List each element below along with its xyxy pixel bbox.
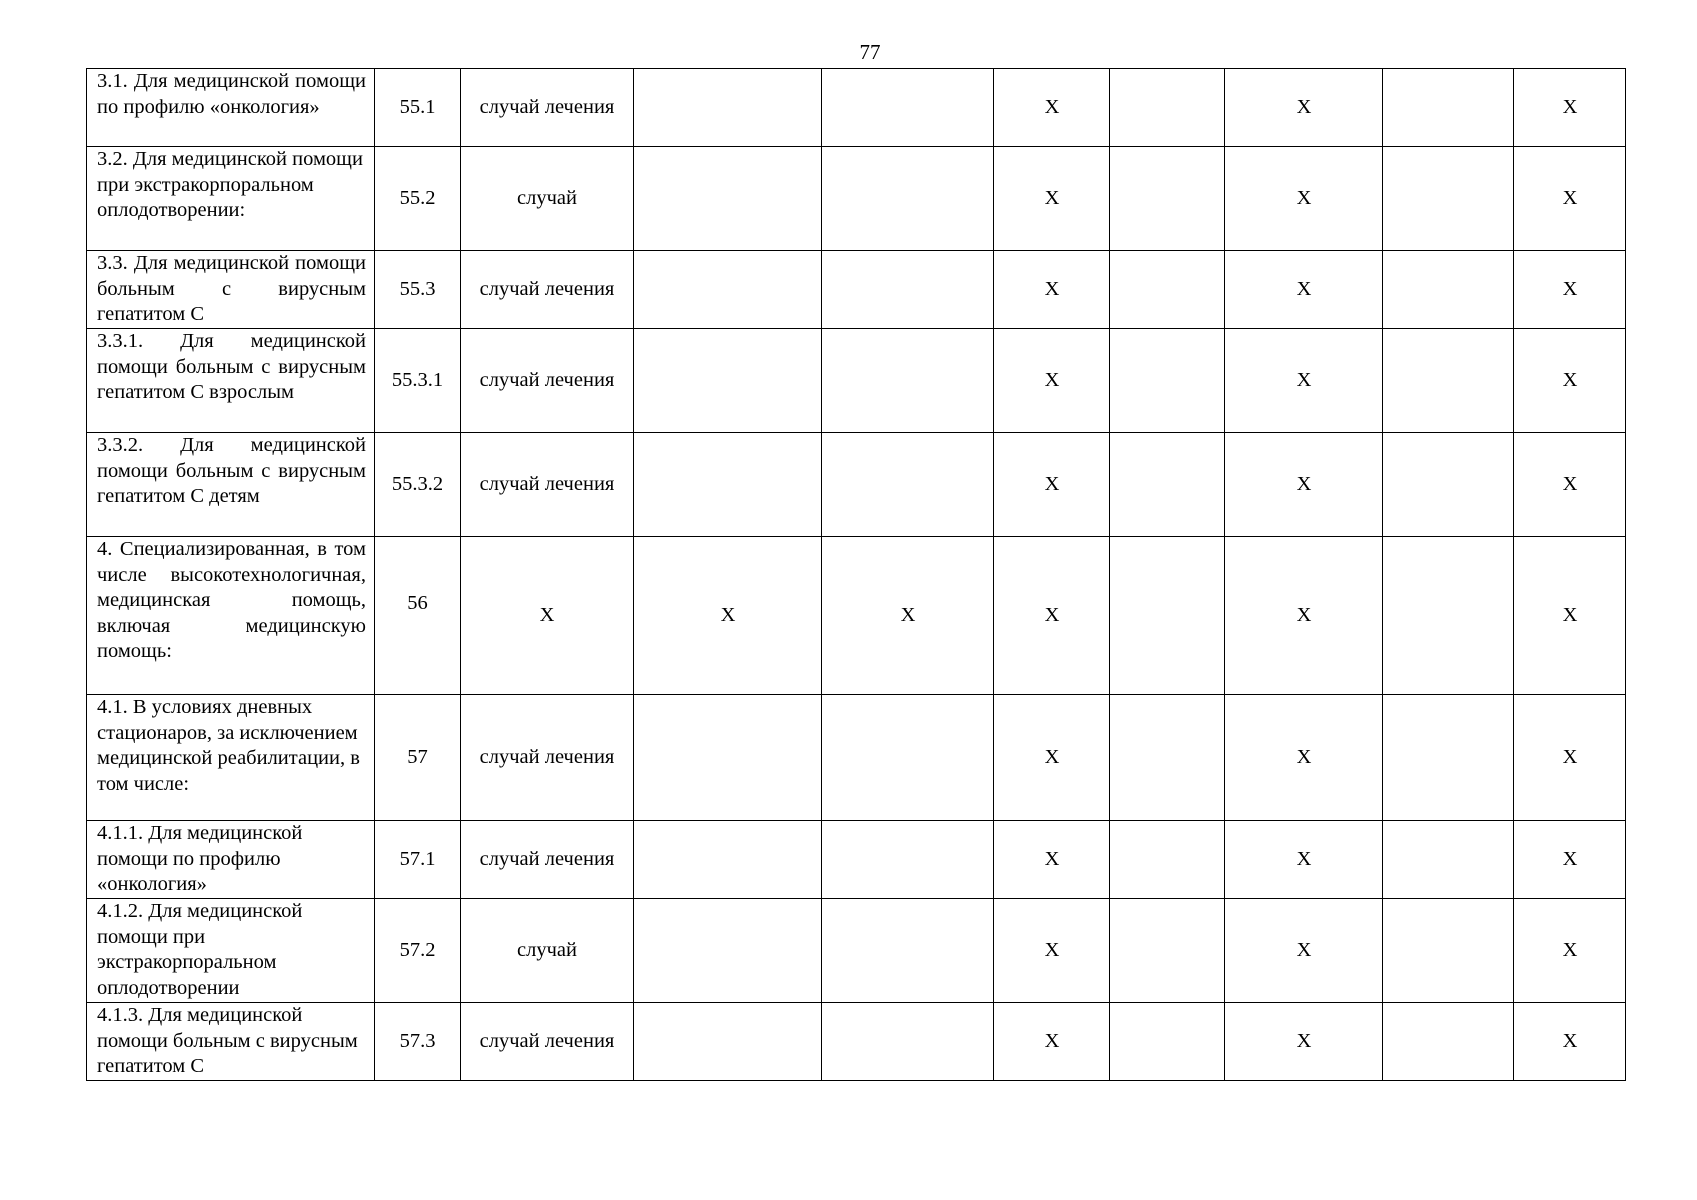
row-code: 55.3.1 [375,329,461,433]
row-cell-10: Х [1514,329,1626,433]
row-cell-9 [1383,251,1514,329]
row-cell-5 [822,1003,994,1081]
row-cell-5 [822,821,994,899]
row-cell-5 [822,251,994,329]
row-cell-9 [1383,329,1514,433]
row-name: 3.2. Для медицинской помощи при экстракорпоральном оплодотворении: [87,147,375,251]
row-code: 55.2 [375,147,461,251]
row-cell-6: Х [994,251,1110,329]
table-row [87,537,1626,695]
row-cell-5 [822,147,994,251]
row-cell-7 [1110,537,1225,695]
row-cell-4 [634,147,822,251]
row-cell-5 [822,695,994,821]
row-cell-4 [634,433,822,537]
row-cell-9 [1383,1003,1514,1081]
row-cell-7 [1110,433,1225,537]
row-name: 3.3.1. Для медицинской помощи больным с вирусным гепатитом С взрослым [87,329,375,433]
row-unit: случай лечения [461,1003,634,1081]
row-unit: случай [461,147,634,251]
row-cell-8: Х [1225,251,1383,329]
row-cell-8: Х [1225,433,1383,537]
row-cell-5 [822,433,994,537]
table-row [87,329,1626,433]
row-cell-5 [822,329,994,433]
row-cell-7 [1110,695,1225,821]
table-row [87,251,1626,329]
row-code: 57 [375,695,461,821]
row-unit: случай [461,899,634,1003]
row-cell-6: Х [994,695,1110,821]
row-unit: случай лечения [461,433,634,537]
row-code: 56 [375,537,461,695]
row-cell-10: Х [1514,899,1626,1003]
row-cell-5 [822,899,994,1003]
row-name: 4.1. В условиях дневных стационаров, за исключением медицинской реабилитации, в том числе: [87,695,375,821]
row-cell-7 [1110,251,1225,329]
row-cell-9 [1383,147,1514,251]
row-cell-8: Х [1225,69,1383,147]
row-cell-7 [1110,1003,1225,1081]
row-name: 4.1.1. Для медицинской помощи по профилю «онкология» [87,821,375,899]
row-name: 4.1.3. Для медицинской помощи больным с вирусным гепатитом С [87,1003,375,1081]
row-cell-5: Х [822,537,994,695]
row-name: 3.3.2. Для медицинской помощи больным с вирусным гепатитом С детям [87,433,375,537]
row-unit: случай лечения [461,329,634,433]
row-cell-6: Х [994,899,1110,1003]
row-cell-7 [1110,147,1225,251]
row-unit: случай лечения [461,821,634,899]
table-row [87,1003,1626,1081]
row-cell-10: Х [1514,537,1626,695]
row-cell-6: Х [994,69,1110,147]
row-cell-6: Х [994,1003,1110,1081]
row-cell-8: Х [1225,1003,1383,1081]
row-cell-6: Х [994,537,1110,695]
row-cell-9 [1383,695,1514,821]
row-cell-4: Х [634,537,822,695]
table-row [87,147,1626,251]
row-cell-10: Х [1514,251,1626,329]
row-cell-8: Х [1225,537,1383,695]
row-cell-10: Х [1514,69,1626,147]
row-unit: случай лечения [461,251,634,329]
row-cell-5 [822,69,994,147]
row-cell-7 [1110,69,1225,147]
row-cell-4 [634,1003,822,1081]
row-code: 57.1 [375,821,461,899]
row-cell-9 [1383,821,1514,899]
row-cell-8: Х [1225,329,1383,433]
row-unit: Х [461,537,634,695]
row-cell-8: Х [1225,821,1383,899]
table-row [87,821,1626,899]
row-cell-7 [1110,821,1225,899]
row-cell-4 [634,69,822,147]
row-cell-9 [1383,899,1514,1003]
row-cell-6: Х [994,329,1110,433]
row-code: 55.1 [375,69,461,147]
row-cell-10: Х [1514,695,1626,821]
row-code: 57.3 [375,1003,461,1081]
row-name: 3.1. Для медицинской помощи по профилю «онкология» [87,69,375,147]
row-name: 3.3. Для медицинской помощи больным с вирусным гепатитом С [87,251,375,329]
row-cell-10: Х [1514,147,1626,251]
row-cell-10: Х [1514,433,1626,537]
row-cell-7 [1110,329,1225,433]
row-cell-6: Х [994,821,1110,899]
row-cell-10: Х [1514,821,1626,899]
row-cell-4 [634,695,822,821]
row-code: 57.2 [375,899,461,1003]
row-name: 4. Специализированная, в том числе высокотехнологичная, медицинская помощь, включая медицинскую помощь: [87,537,375,695]
table-row [87,433,1626,537]
row-cell-4 [634,899,822,1003]
row-cell-4 [634,821,822,899]
row-cell-9 [1383,433,1514,537]
table-row [87,69,1626,147]
row-cell-9 [1383,69,1514,147]
row-code: 55.3 [375,251,461,329]
row-cell-9 [1383,537,1514,695]
row-cell-10: Х [1514,1003,1626,1081]
row-code: 55.3.2 [375,433,461,537]
row-cell-7 [1110,899,1225,1003]
row-unit: случай лечения [461,69,634,147]
row-cell-6: Х [994,433,1110,537]
row-cell-8: Х [1225,695,1383,821]
page-number: 77 [859,40,881,64]
row-cell-4 [634,251,822,329]
row-cell-6: Х [994,147,1110,251]
row-cell-8: Х [1225,899,1383,1003]
table-row [87,695,1626,821]
row-cell-8: Х [1225,147,1383,251]
row-cell-4 [634,329,822,433]
program-table [86,68,1626,1081]
table-body [87,69,1626,1081]
table-row [87,899,1626,1003]
row-unit: случай лечения [461,695,634,821]
row-name: 4.1.2. Для медицинской помощи при экстракорпоральном оплодотворении [87,899,375,1003]
